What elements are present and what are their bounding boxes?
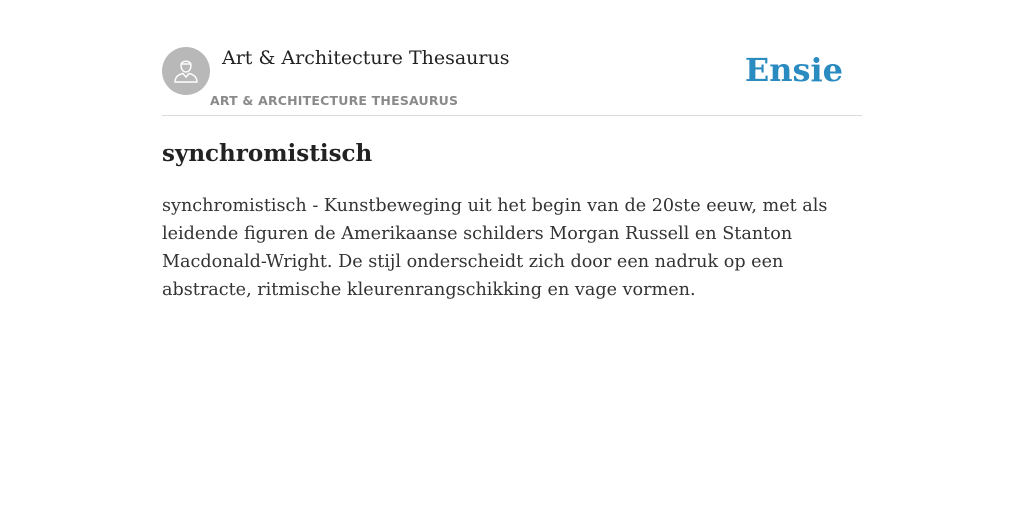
entry-title: synchromistisch bbox=[162, 140, 373, 167]
author-avatar[interactable] bbox=[162, 47, 210, 95]
header bbox=[162, 0, 862, 116]
brand-logo[interactable]: Ensie bbox=[744, 51, 843, 89]
user-icon bbox=[171, 54, 201, 89]
author-subtitle[interactable]: ART & ARCHITECTURE THESAURUS bbox=[210, 93, 459, 108]
entry-definition: synchromistisch - Kunstbeweging uit het begin van de 20ste eeuw, met als leidende figuren de Amerikaanse schilders Morgan Russell en Stanton Macdonald-Wright. De stijl onderscheidt zich door een nadruk op een abstracte, ritmische kleurenrangschikking en vage vormen. bbox=[162, 196, 828, 300]
author-name[interactable]: Art & Architecture Thesaurus bbox=[222, 47, 510, 69]
